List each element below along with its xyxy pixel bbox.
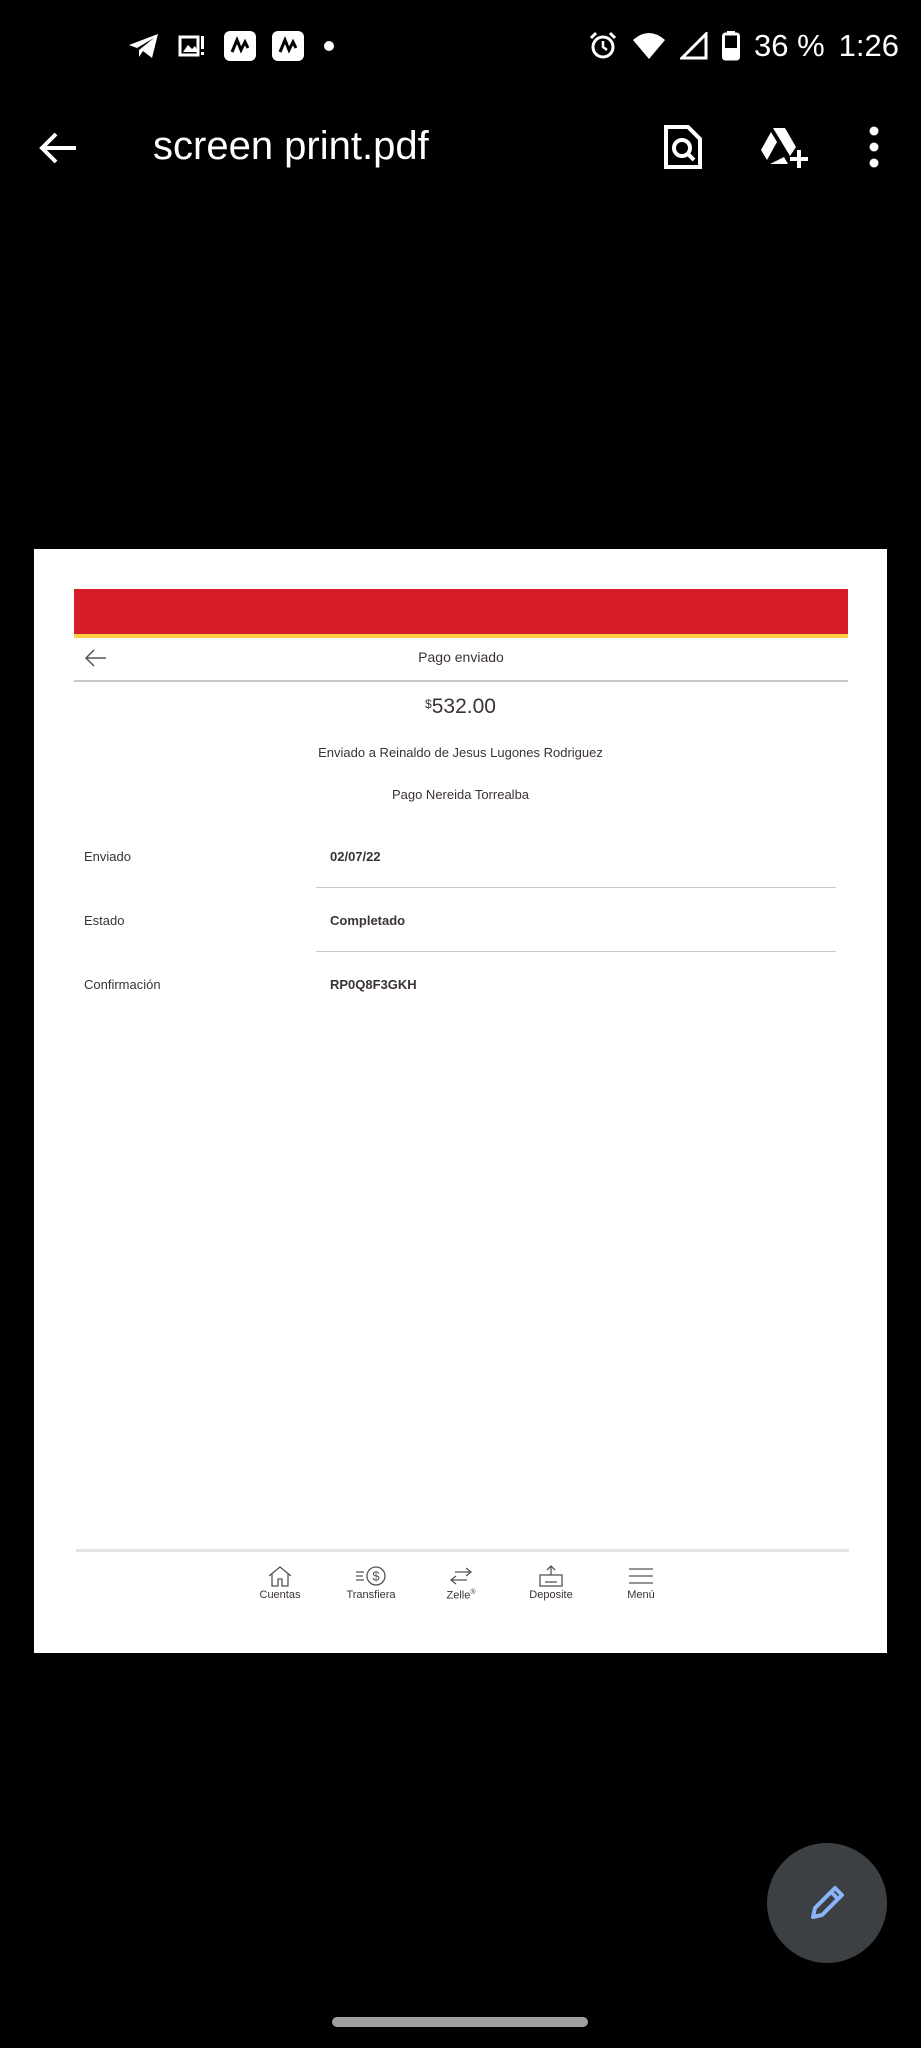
amount-value: 532.00 — [431, 695, 496, 718]
payment-amount — [34, 695, 887, 719]
detail-row-status — [84, 913, 841, 975]
recipient-text: Enviado a Reinaldo de Jesus Lugones Rodriguez — [318, 745, 603, 760]
image-alert-icon — [176, 30, 208, 62]
battery-icon — [722, 31, 740, 61]
add-to-drive-icon[interactable] — [758, 126, 810, 170]
detail-row-confirmation — [84, 977, 841, 1039]
transfer-dollar-icon — [354, 1565, 388, 1587]
search-in-document-icon[interactable] — [662, 124, 704, 170]
memo-text: Pago Nereida Torrealba — [391, 787, 530, 802]
detail-label: Enviado — [84, 849, 131, 864]
document-header — [74, 638, 848, 682]
detail-value: RP0Q8F3GKH — [330, 977, 417, 992]
detail-label: Estado — [84, 913, 125, 928]
app-box-icon — [224, 31, 256, 61]
app-bar — [0, 110, 921, 186]
signal-icon — [680, 32, 708, 60]
telegram-icon — [128, 30, 160, 62]
clock: 1:26 — [838, 28, 899, 63]
dot-icon — [324, 41, 334, 51]
alarm-icon — [588, 31, 618, 61]
tab-cuentas — [245, 1559, 315, 1601]
tab-label: Menú — [627, 1589, 655, 1601]
home-indicator[interactable] — [332, 2017, 588, 2027]
pdf-page — [34, 549, 887, 1653]
detail-row-sent — [84, 849, 841, 911]
exchange-arrows-icon — [447, 1565, 475, 1587]
tabbar-divider — [76, 1549, 849, 1552]
tab-label: Transfiera — [346, 1589, 396, 1601]
document-tab-bar — [34, 1559, 887, 1619]
wifi-icon — [632, 32, 666, 60]
tab-deposite — [516, 1559, 586, 1601]
tab-transfiera — [336, 1559, 406, 1601]
hamburger-menu-icon — [627, 1565, 655, 1587]
app-box-icon — [272, 31, 304, 61]
notification-icons — [128, 30, 334, 62]
svg-text:$: $ — [372, 1568, 380, 1584]
document-title: screen print.pdf — [153, 124, 429, 168]
brand-banner — [74, 589, 848, 634]
battery-percent: 36 % — [753, 28, 825, 63]
divider — [316, 887, 836, 888]
system-icons — [588, 28, 899, 64]
divider — [316, 951, 836, 952]
tab-label: Zelle® — [446, 1589, 476, 1602]
tab-zelle — [426, 1559, 496, 1602]
detail-value: 02/07/22 — [330, 849, 381, 864]
pencil-edit-icon — [805, 1881, 849, 1925]
tab-menu — [606, 1559, 676, 1601]
edit-fab[interactable] — [767, 1843, 887, 1963]
back-arrow-icon[interactable] — [36, 126, 84, 170]
tab-label: Deposite — [529, 1589, 573, 1601]
home-icon — [267, 1565, 293, 1587]
tab-label: Cuentas — [259, 1589, 301, 1601]
deposit-icon — [537, 1565, 565, 1587]
amount-currency: $ — [425, 697, 432, 711]
document-header-title: Pago enviado — [418, 649, 504, 665]
status-bar — [0, 0, 921, 100]
detail-label: Confirmación — [84, 977, 161, 992]
more-vert-icon[interactable] — [862, 124, 886, 170]
detail-value: Completado — [330, 913, 406, 928]
